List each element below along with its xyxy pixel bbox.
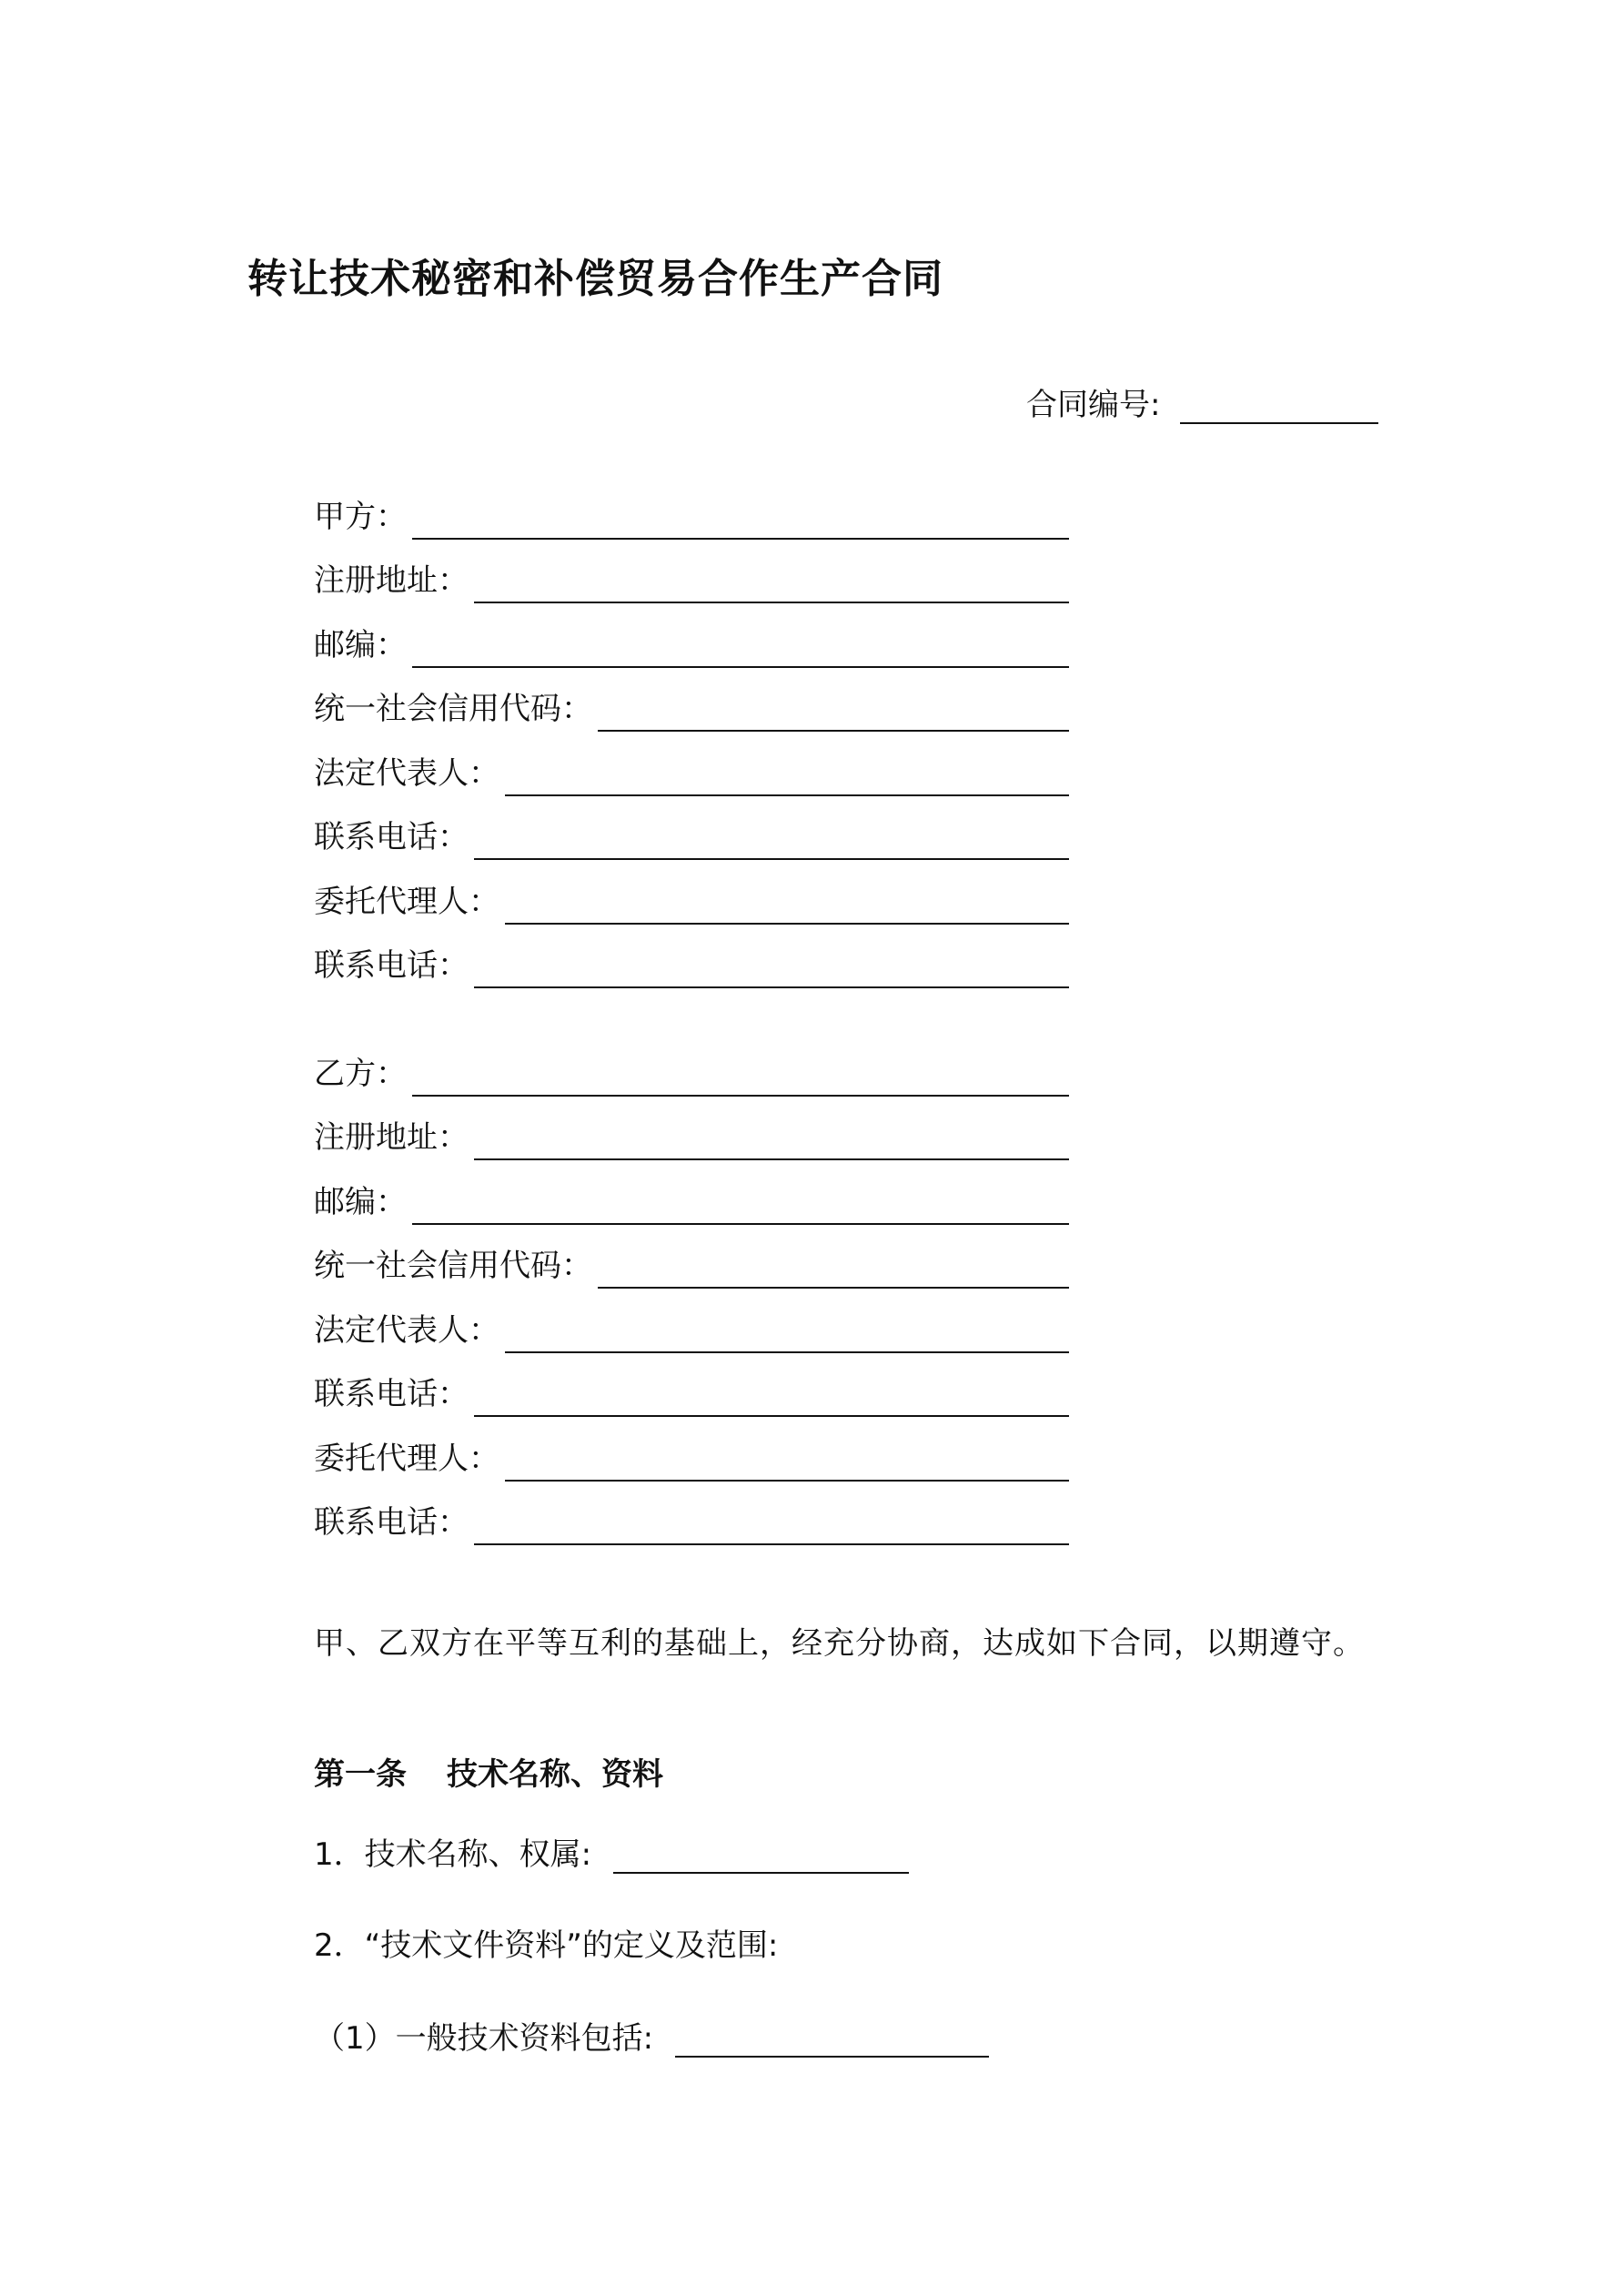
field-label: 邮编： <box>314 1183 407 1220</box>
field-label: 注册地址： <box>314 562 469 599</box>
fill-in-line[interactable] <box>598 1247 1069 1289</box>
party-b-credit-code-row <box>314 1225 1069 1290</box>
article-1-heading <box>314 1749 663 1794</box>
party-a-postcode-row <box>314 603 1069 668</box>
party-b-name-row <box>314 1032 1069 1097</box>
fill-in-line[interactable] <box>505 1440 1069 1482</box>
article-1-title: 技术名称、资料 <box>447 1756 663 1793</box>
party-a-credit-code-row <box>314 668 1069 733</box>
party-b-legal-rep-row <box>314 1289 1069 1353</box>
fill-in-line[interactable] <box>474 1375 1069 1417</box>
party-a-name-row <box>314 475 1069 540</box>
field-label: 联系电话： <box>314 819 469 855</box>
fill-in-line[interactable] <box>412 626 1069 668</box>
party-a-phone-row <box>314 796 1069 861</box>
fill-in-line[interactable] <box>474 1503 1069 1545</box>
fill-in-line[interactable] <box>505 883 1069 925</box>
clause-2-1-blank[interactable] <box>675 2016 989 2058</box>
party-b-agent-row <box>314 1417 1069 1482</box>
fill-in-line[interactable] <box>474 561 1069 603</box>
field-label: 法定代表人： <box>314 754 499 792</box>
field-label: 联系电话： <box>314 1376 469 1412</box>
field-label: 乙方： <box>314 1055 407 1092</box>
fill-in-line[interactable] <box>412 1055 1069 1097</box>
document-title: 转让技术秘密和补偿贸易合作生产合同 <box>247 256 943 302</box>
party-a-agent-row <box>314 860 1069 925</box>
party-a-section <box>314 475 1069 988</box>
party-b-section <box>314 1032 1069 1545</box>
clause-2-1 <box>314 2013 989 2058</box>
clause-1-text: 1．技术名称、权属: <box>314 1836 592 1873</box>
intro-paragraph: 甲、乙双方在平等互利的基础上，经充分协商，达成如下合同，以期遵守。 <box>314 1625 1365 1662</box>
fill-in-line[interactable] <box>505 1311 1069 1353</box>
party-b-phone-row <box>314 1353 1069 1418</box>
fill-in-line[interactable] <box>505 754 1069 796</box>
fill-in-line[interactable] <box>474 818 1069 860</box>
party-b-postcode-row <box>314 1160 1069 1225</box>
field-label: 委托代理人： <box>314 1440 499 1477</box>
clause-1 <box>314 1829 909 1874</box>
contract-number-label: 合同编号: <box>1026 387 1161 423</box>
fill-in-line[interactable] <box>412 1183 1069 1225</box>
field-label: 联系电话： <box>314 1504 469 1541</box>
party-a-address-row <box>314 540 1069 604</box>
fill-in-line[interactable] <box>598 690 1069 732</box>
clause-1-blank[interactable] <box>613 1832 909 1874</box>
field-label: 委托代理人： <box>314 883 499 920</box>
fill-in-line[interactable] <box>474 946 1069 988</box>
field-label: 法定代表人： <box>314 1311 499 1349</box>
contract-number-blank[interactable] <box>1180 382 1378 424</box>
fill-in-line[interactable] <box>412 498 1069 540</box>
fill-in-line[interactable] <box>474 1118 1069 1160</box>
party-a-agent-phone-row <box>314 925 1069 989</box>
field-label: 注册地址： <box>314 1119 469 1156</box>
party-b-agent-phone-row <box>314 1482 1069 1546</box>
field-label: 统一社会信用代码： <box>314 1248 592 1284</box>
field-label: 邮编： <box>314 626 407 663</box>
contract-number <box>1026 380 1378 424</box>
clause-2 <box>314 1920 778 1965</box>
clause-2-text: 2．“技术文件资料”的定义及范围: <box>314 1927 779 1964</box>
field-label: 甲方： <box>314 498 407 535</box>
party-b-address-row <box>314 1097 1069 1161</box>
clause-2-1-text: （1）一般技术资料包括: <box>314 2020 654 2057</box>
field-label: 统一社会信用代码： <box>314 691 592 727</box>
party-a-legal-rep-row <box>314 732 1069 796</box>
field-label: 联系电话： <box>314 947 469 984</box>
article-1-number: 第一条 <box>314 1756 407 1793</box>
